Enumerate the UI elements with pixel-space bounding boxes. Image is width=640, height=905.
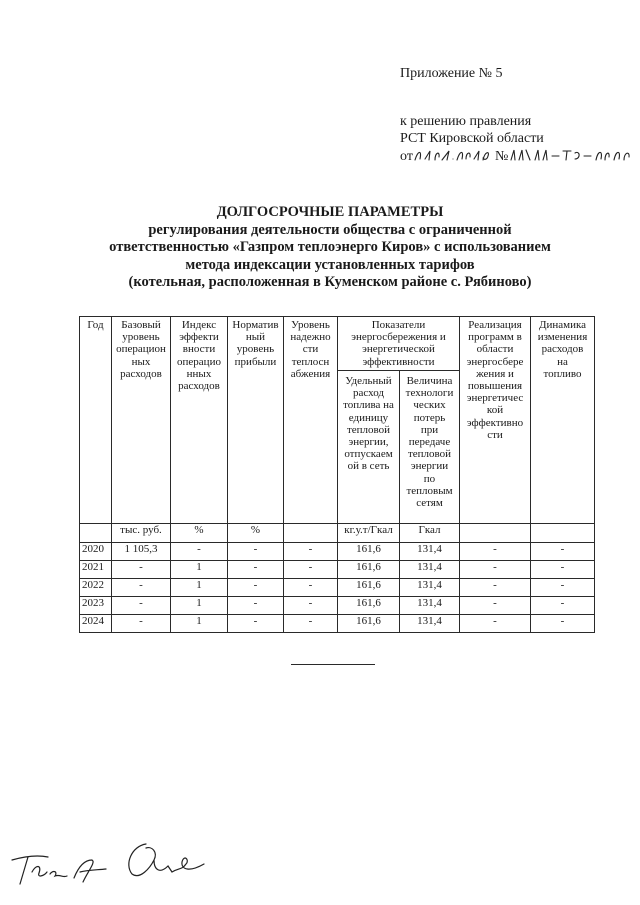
header-profit-norm: Норматив ный уровень прибыли bbox=[228, 317, 284, 524]
data-cell: - bbox=[228, 561, 284, 579]
data-cell: - bbox=[284, 543, 338, 561]
title-line-2: ответственностью «Газпром теплоэнерго Киров» с использованием bbox=[109, 239, 551, 255]
header-base-level: Базовый уровень операцион ных расходов bbox=[112, 317, 171, 524]
data-cell: - bbox=[460, 615, 531, 633]
unit-cell bbox=[531, 524, 595, 543]
unit-cell: кг.у.т/Гкал bbox=[338, 524, 400, 543]
unit-cell bbox=[460, 524, 531, 543]
data-cell: - bbox=[112, 579, 171, 597]
data-cell: - bbox=[284, 615, 338, 633]
year-cell: 2020 bbox=[80, 543, 112, 561]
units-row bbox=[80, 524, 595, 543]
data-cell: 161,6 bbox=[338, 543, 400, 561]
data-cell: 1 bbox=[171, 561, 228, 579]
unit-cell: тыс. руб. bbox=[112, 524, 171, 543]
title-heading: ДОЛГОСРОЧНЫЕ ПАРАМЕТРЫ bbox=[216, 204, 444, 220]
decision-reference bbox=[400, 113, 636, 165]
data-cell: - bbox=[228, 579, 284, 597]
header-energy-group: Показатели энергосбережения и энергетической эффективности bbox=[338, 317, 460, 371]
data-cell: - bbox=[460, 579, 531, 597]
handwritten-number bbox=[508, 147, 636, 163]
data-cell: - bbox=[228, 615, 284, 633]
data-cell: - bbox=[284, 579, 338, 597]
header-tech-losses: Величина технологи ческих потерь при передаче тепловой энергии по тепловым сетям bbox=[400, 371, 460, 524]
data-cell: - bbox=[460, 543, 531, 561]
decision-date-line bbox=[400, 147, 636, 165]
decision-line-authority: РСТ Кировской области bbox=[400, 131, 544, 146]
number-prefix: № bbox=[494, 149, 509, 164]
table-row bbox=[80, 579, 595, 597]
handwritten-date bbox=[413, 147, 495, 163]
decision-line-board: к решению правления bbox=[400, 114, 532, 129]
header-fuel-dynamics: Динамика изменения расходов на топливо bbox=[531, 317, 595, 524]
header-row-top bbox=[80, 317, 595, 371]
end-separator-line bbox=[291, 664, 375, 665]
data-cell: 1 bbox=[171, 579, 228, 597]
table-row bbox=[80, 615, 595, 633]
date-prefix: от bbox=[400, 149, 413, 164]
header-efficiency-index: Индекс эффекти вности операцио нных расходов bbox=[171, 317, 228, 524]
data-cell: - bbox=[531, 597, 595, 615]
table-row bbox=[80, 543, 595, 561]
data-cell: - bbox=[112, 615, 171, 633]
data-cell: 1 105,3 bbox=[112, 543, 171, 561]
data-cell: - bbox=[531, 579, 595, 597]
year-cell: 2022 bbox=[80, 579, 112, 597]
header-year: Год bbox=[80, 317, 112, 524]
data-cell: 131,4 bbox=[400, 597, 460, 615]
header-reliability: Уровень надежно сти теплосн абжения bbox=[284, 317, 338, 524]
data-cell: 1 bbox=[171, 615, 228, 633]
title-line-3: метода индексации установленных тарифов bbox=[185, 256, 475, 273]
year-cell: 2024 bbox=[80, 615, 112, 633]
data-cell: - bbox=[284, 561, 338, 579]
data-cell: 161,6 bbox=[338, 615, 400, 633]
data-cell: - bbox=[112, 597, 171, 615]
unit-cell: % bbox=[171, 524, 228, 543]
data-cell: - bbox=[460, 561, 531, 579]
data-cell: - bbox=[531, 543, 595, 561]
data-cell: 131,4 bbox=[400, 543, 460, 561]
document-title bbox=[40, 204, 620, 292]
long-term-parameters-table bbox=[79, 316, 595, 633]
table-row bbox=[80, 597, 595, 615]
data-cell: 161,6 bbox=[338, 561, 400, 579]
data-cell: - bbox=[460, 597, 531, 615]
data-cell: - bbox=[112, 561, 171, 579]
table-row bbox=[80, 561, 595, 579]
appendix-label: Приложение № 5 bbox=[400, 66, 503, 81]
header-programs: Реализация программ в области энергосбере жения и повышения энергетичес кой эффективно сти bbox=[460, 317, 531, 524]
data-cell: 161,6 bbox=[338, 579, 400, 597]
year-cell: 2023 bbox=[80, 597, 112, 615]
title-line-1: регулирования деятельности общества с ограниченной bbox=[148, 221, 512, 238]
title-line-4: (котельная, расположенная в Куменском районе с. Рябиново) bbox=[128, 274, 532, 290]
data-cell: 131,4 bbox=[400, 579, 460, 597]
data-cell: 1 bbox=[171, 597, 228, 615]
data-cell: - bbox=[228, 543, 284, 561]
data-cell: - bbox=[228, 597, 284, 615]
unit-cell bbox=[80, 524, 112, 543]
data-cell: - bbox=[284, 597, 338, 615]
unit-cell: % bbox=[228, 524, 284, 543]
data-cell: 161,6 bbox=[338, 597, 400, 615]
data-cell: 131,4 bbox=[400, 615, 460, 633]
signature-icon bbox=[8, 838, 208, 890]
data-cell: - bbox=[171, 543, 228, 561]
unit-cell bbox=[284, 524, 338, 543]
year-cell: 2021 bbox=[80, 561, 112, 579]
unit-cell: Гкал bbox=[400, 524, 460, 543]
header-fuel-rate: Удельный расход топлива на единицу тепловой энергии, отпускаем ой в сеть bbox=[338, 371, 400, 524]
data-cell: - bbox=[531, 615, 595, 633]
data-cell: 131,4 bbox=[400, 561, 460, 579]
data-cell: - bbox=[531, 561, 595, 579]
